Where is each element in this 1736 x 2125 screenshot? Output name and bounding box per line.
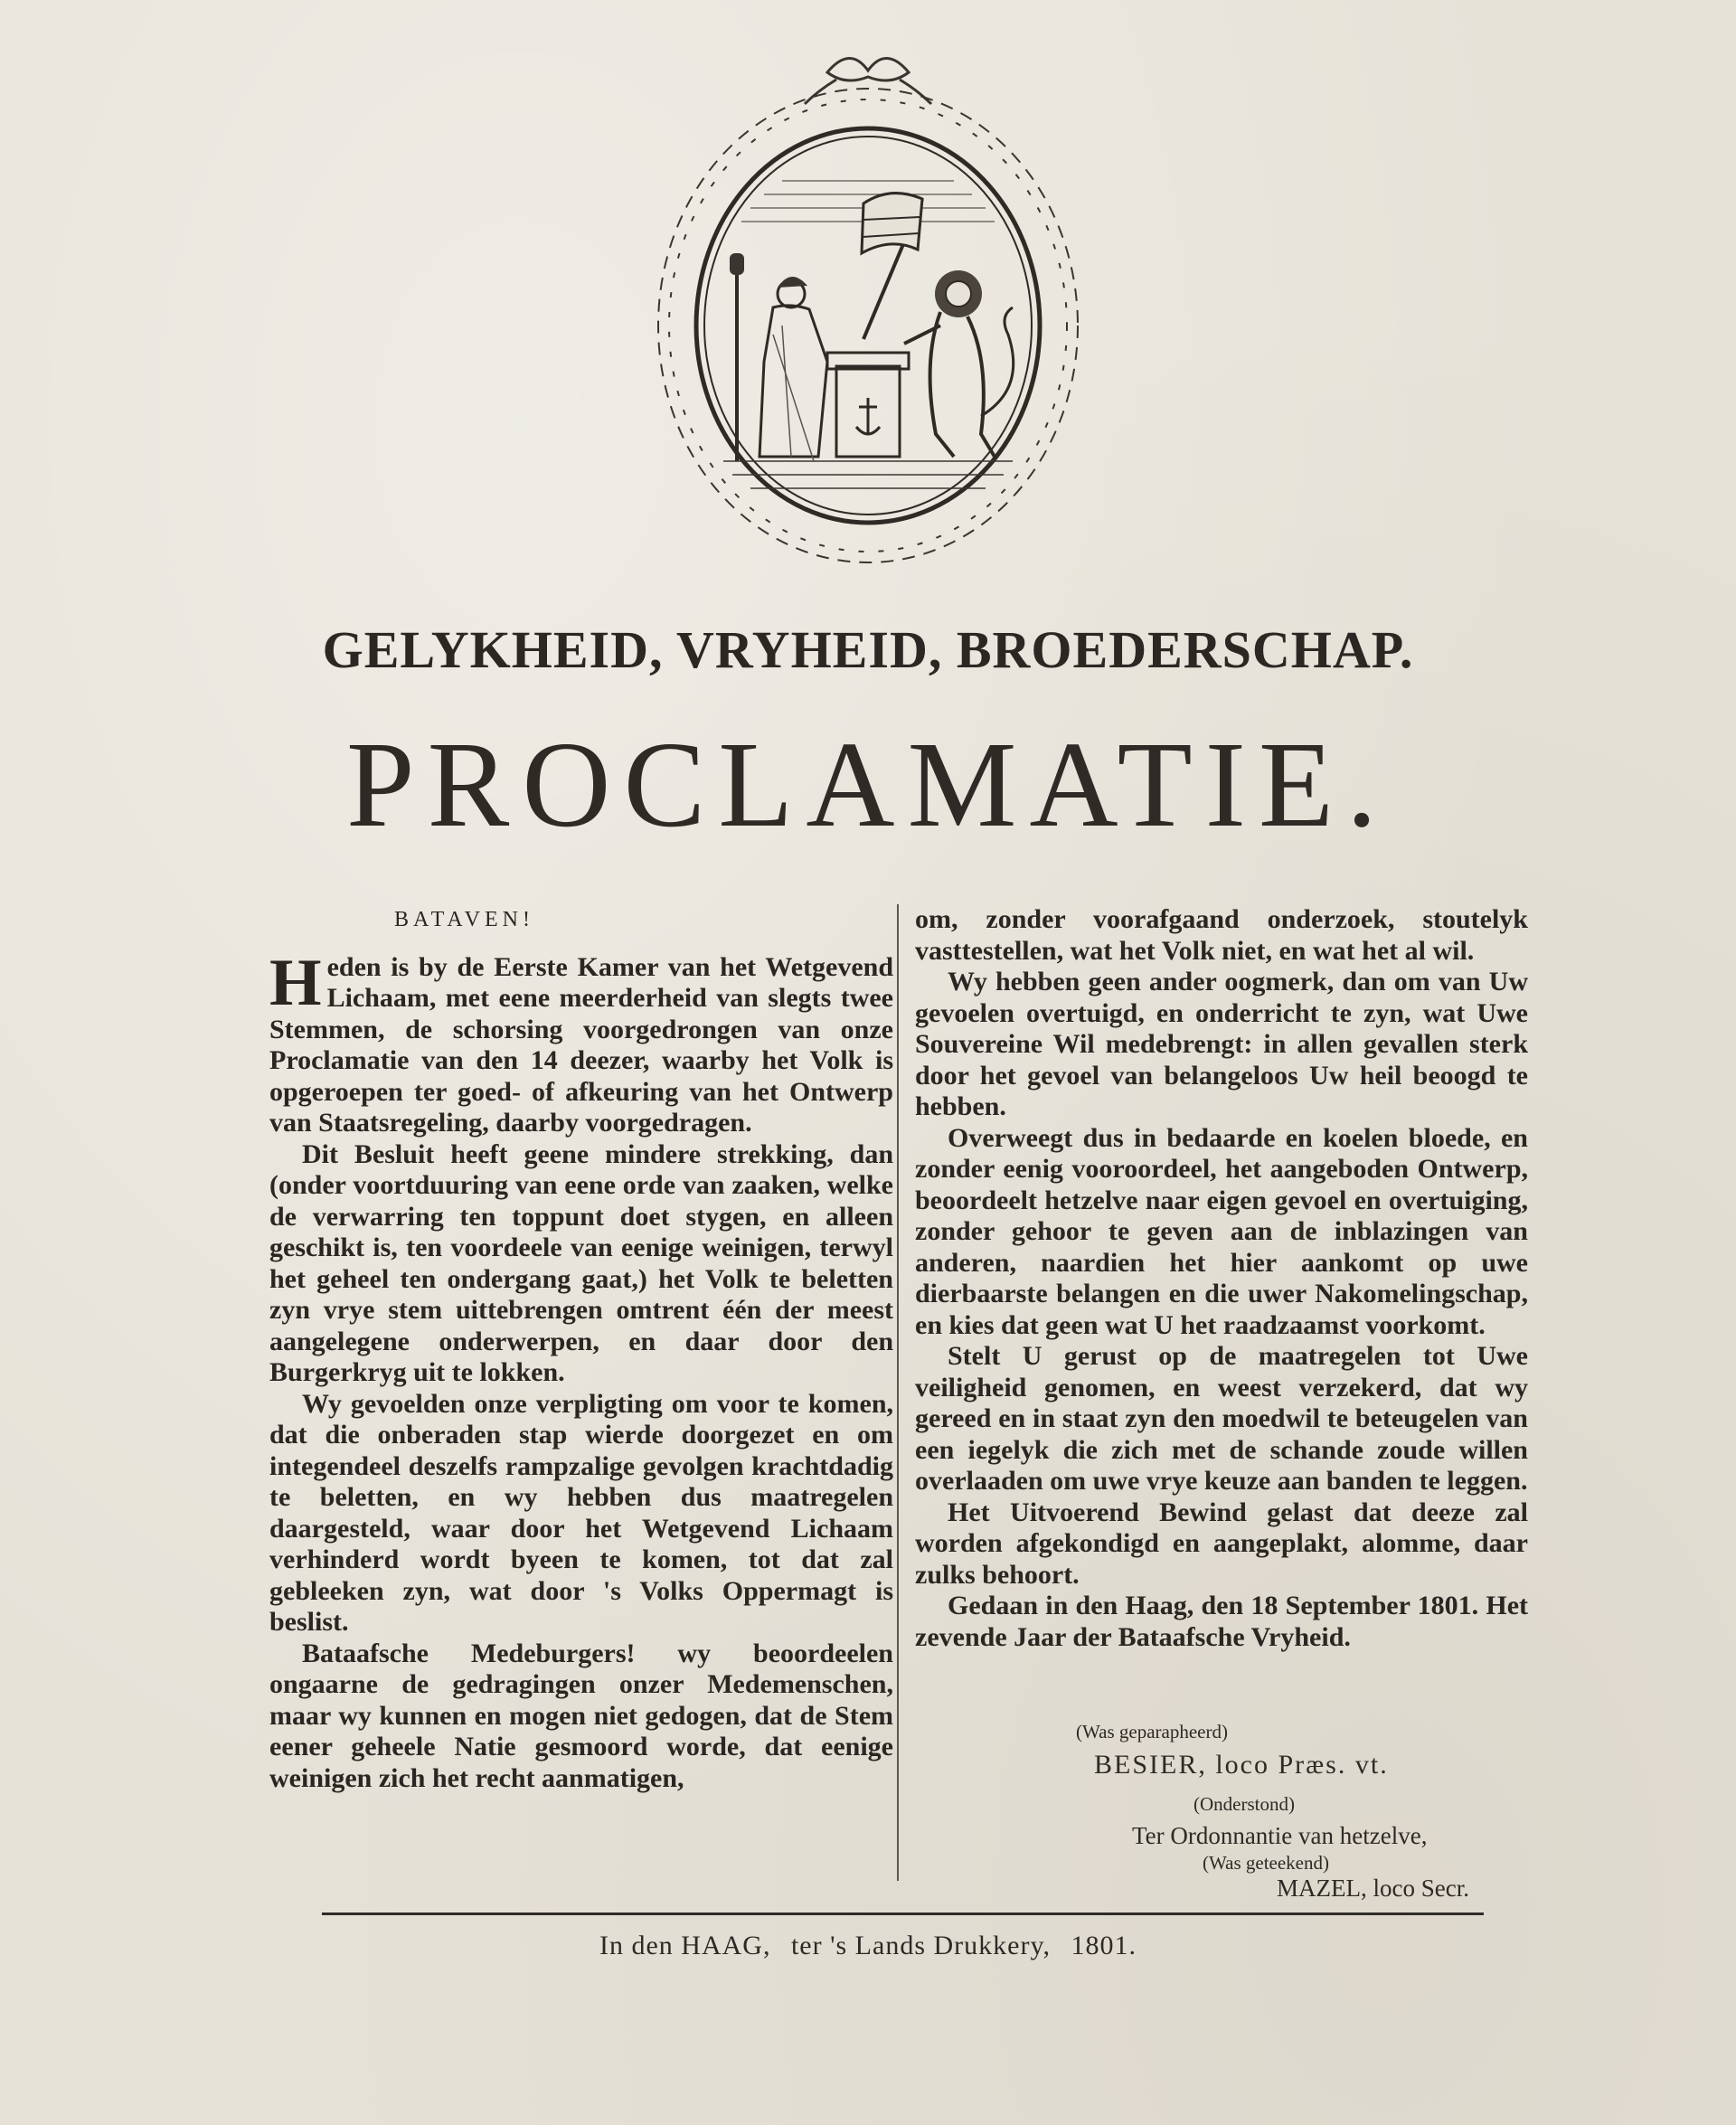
- salutation: BATAVEN!: [394, 908, 534, 931]
- paragraph-text: eden is by de Eerste Kamer van het Wetgevend Lichaam, met eene meerderheid van slegts twee Stemmen, de schorsing voorgedrongen van onze Proclamatie van den 14 deezer, waarby het Volk is opgeroepen ter goed- of afkeuring van het Ontwerp van Staatsregeling, daarby voorgedragen.: [269, 951, 893, 1138]
- drop-cap: H: [269, 945, 322, 1020]
- paragraph: Overweegt dus in bedaarde en koelen bloede, en zonder eenig vooroordeel, het aangeboden Ontwerp, beoordeelt hetzelve naar eigen gevoel en overtuiging, zonder gehoor te geven aan de inblazingen van anderen, naardien het hier aankomt op uwe dierbaarste belangen en die uwer Nakomelingschap, en kies dat geen wat U het raadzaamst voorkomt.: [915, 1122, 1528, 1340]
- motto-heading: GELYKHEID, VRYHEID, BROEDERSCHAP.: [322, 620, 1414, 679]
- paragraph: Het Uitvoerend Bewind gelast dat deeze zal worden afgekondigd en aangeplakt, alomme, daar zulks behoort.: [915, 1497, 1528, 1590]
- signature-note: (Was geparapheerd): [1076, 1721, 1228, 1742]
- paragraph: [269, 945, 893, 1139]
- signature-note: (Was geteekend): [1203, 1852, 1329, 1874]
- paragraph: om, zonder voorafgaand onderzoek, stoutelyk vasttestellen, wat het Volk niet, en wat het al wil.: [915, 904, 1528, 966]
- proclamation-title: PROCLAMATIE.: [345, 717, 1391, 853]
- paragraph: Dit Besluit heeft geene mindere strekking, dan (onder voortduuring van eene orde van zaaken, welke de verwarring ten toppunt doet stygen, en alleen geschikt is, ten voordeele van eenige weinigen, terwyl het geheel ten ondergang gaat,) het Volk te beletten zyn vrye stem uittebrengen omtrent één der meest aangelegene onderwerpen, en daar door den Burgerkryg uit te lokken.: [269, 1138, 893, 1387]
- paragraph: Wy gevoelden onze verpligting om voor te komen, dat die onberaden stap wierde doorgezet en om integendeel deszelfs rampzalige gevolgen krachtdadig te beletten, en wy hebben dus maatregelen daargesteld, waar door het Wetgevend Lichaam verhinderd wordt byeen te komen, tot dat zal gebleeken zyn, wat door 's Volks Oppermagt is beslist.: [269, 1388, 893, 1637]
- footer-rule: [322, 1912, 1484, 1915]
- signature-president: BESIER, loco Præs. vt.: [1094, 1750, 1389, 1780]
- signature-note: (Onderstond): [1194, 1793, 1295, 1815]
- left-text-column: [269, 904, 893, 1794]
- paragraph: Stelt U gerust op de maatregelen tot Uwe veiligheid genomen, en weest verzekerd, dat wy gereed en in staat zyn den moedwil te beteugelen van een iegelyk die zich met de schande zoude willen overlaaden om uwe vrye keuze aan banden te leggen.: [915, 1341, 1528, 1496]
- paragraph: Wy hebben geen ander oogmerk, dan om van Uw gevoelen overtuigd, en onderricht te zyn, wat Uwe Souvereine Wil medebrengt: in allen gevallen sterk door het gevoel van belangeloos Uw heil beoogd te hebben.: [915, 967, 1528, 1121]
- lady-liberty-and-lion-medallion-icon: [646, 36, 1090, 579]
- signature-ordonnance: Ter Ordonnantie van hetzelve,: [1132, 1822, 1428, 1849]
- paragraph: Bataafsche Medeburgers! wy beoordeelen ongaarne de gedragingen onzer Medemenschen, maar wy kunnen en mogen niet gedogen, dat de Stem eener geheele Natie gesmoord worde, dat eenige weinigen zich het recht aanmatigen,: [269, 1638, 893, 1793]
- imprint-place: In den HAAG,: [599, 1931, 771, 1960]
- imprint-year: 1801.: [1071, 1931, 1137, 1960]
- column-divider: [897, 904, 899, 1881]
- right-text-column: [915, 904, 1528, 1653]
- imprint-printer: ter 's Lands Drukkery,: [790, 1931, 1052, 1960]
- signature-secretary: MAZEL, loco Secr.: [1277, 1875, 1469, 1902]
- imprint-footer: [0, 1931, 1736, 1961]
- paragraph: Gedaan in den Haag, den 18 September 1801. Het zevende Jaar der Bataafsche Vryheid.: [915, 1591, 1528, 1652]
